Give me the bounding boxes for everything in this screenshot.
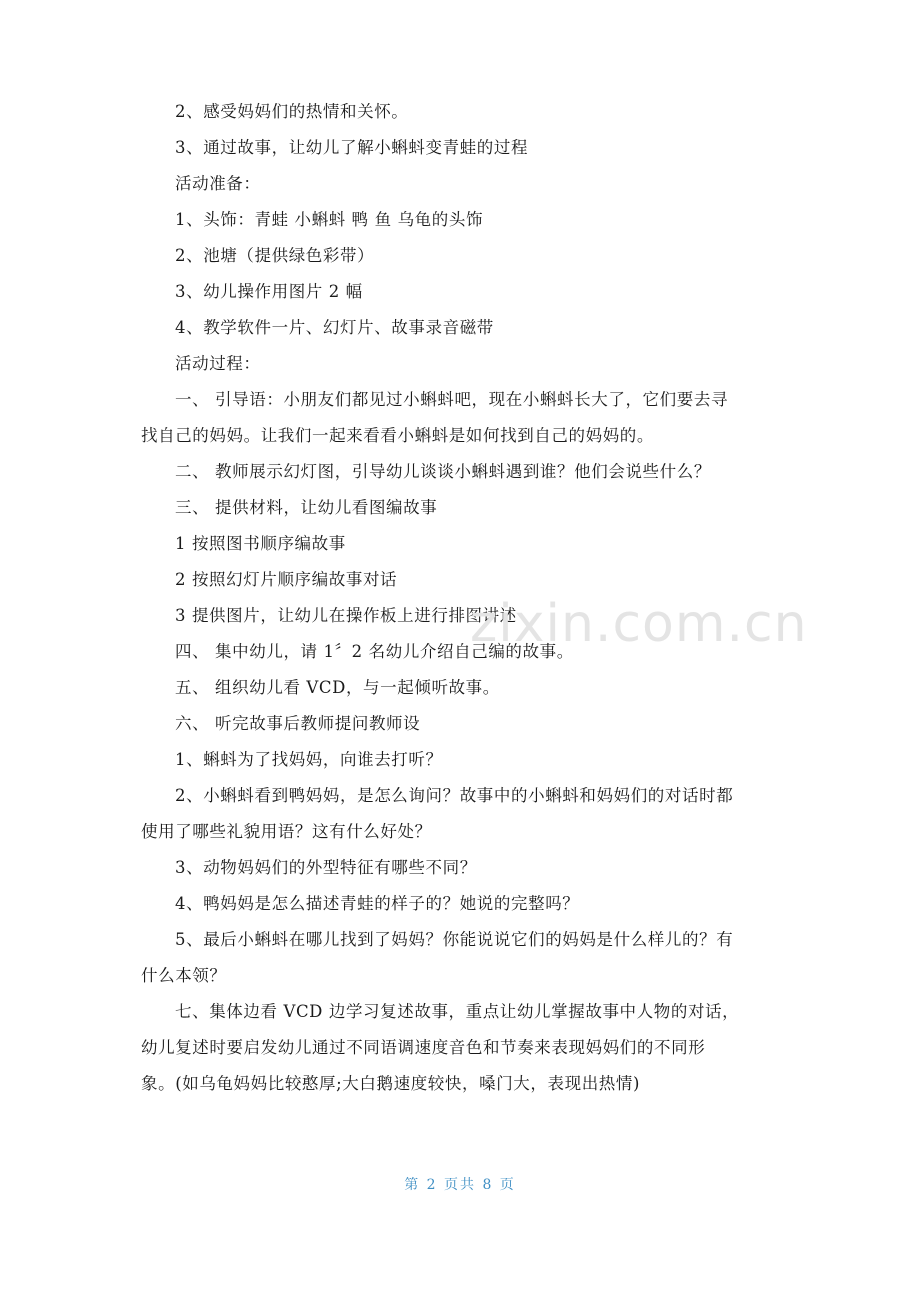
text-line: 4、鸭妈妈是怎么描述青蛙的样子的？她说的完整吗？ — [175, 894, 580, 913]
text-line: 2、小蝌蚪看到鸭妈妈，是怎么询问？故事中的小蝌蚪和妈妈们的对话时都 — [175, 786, 734, 805]
text-line: 使用了哪些礼貌用语？这有什么好处？ — [141, 822, 432, 841]
text-line: 2 按照幻灯片顺序编故事对话 — [175, 570, 398, 589]
text-line: 2、感受妈妈们的热情和关怀。 — [175, 102, 409, 121]
text-line: 3、幼儿操作用图片 2 幅 — [175, 282, 363, 301]
text-line: 一、 引导语：小朋友们都见过小蝌蚪吧，现在小蝌蚪长大了，它们要去寻 — [175, 390, 729, 409]
text-line: 二、 教师展示幻灯图，引导幼儿谈谈小蝌蚪遇到谁？他们会说些什么？ — [175, 462, 711, 481]
text-line: 四、 集中幼儿，请 1〞2 名幼儿介绍自己编的故事。 — [175, 642, 574, 661]
page-body — [141, 94, 781, 1102]
text-line: 五、 组织幼儿看 VCD，与一起倾听故事。 — [175, 678, 500, 697]
text-line: 六、 听完故事后教师提问教师设 — [175, 714, 421, 733]
text-line: 1、蝌蚪为了找妈妈，向谁去打听？ — [175, 750, 443, 769]
text-line: 三、 提供材料，让幼儿看图编故事 — [175, 498, 438, 517]
text-line: 什么本领？ — [141, 966, 227, 985]
text-line: 5、最后小蝌蚪在哪儿找到了妈妈？你能说说它们的妈妈是什么样儿的？有 — [175, 930, 734, 949]
text-line: 2、池塘（提供绿色彩带） — [175, 246, 375, 265]
text-line: 4、教学软件一片、幻灯片、故事录音磁带 — [175, 318, 494, 337]
text-line: 幼儿复述时要启发幼儿通过不同语调速度音色和节奏来表现妈妈们的不同形 — [141, 1038, 706, 1057]
text-line: 七、集体边看 VCD 边学习复述故事，重点让幼儿掌握故事中人物的对话， — [175, 1002, 740, 1021]
text-line: 1、头饰：青蛙 小蝌蚪 鸭 鱼 乌龟的头饰 — [175, 210, 484, 229]
text-line: 3、动物妈妈们的外型特征有哪些不同？ — [175, 858, 477, 877]
text-line: 象。(如乌龟妈妈比较憨厚;大白鹅速度较快，嗓门大，表现出热情) — [141, 1074, 641, 1093]
section-heading: 活动准备： — [175, 174, 261, 193]
section-heading: 活动过程： — [175, 354, 261, 373]
watermark: zixin.com.cn — [470, 594, 808, 654]
text-line: 3、通过故事，让幼儿了解小蝌蚪变青蛙的过程 — [175, 138, 529, 157]
text-line: 1 按照图书顺序编故事 — [175, 534, 346, 553]
text-line: 找自己的妈妈。让我们一起来看看小蝌蚪是如何找到自己的妈妈的。 — [141, 426, 654, 445]
text-line: 3 提供图片，让幼儿在操作板上进行排图讲述 — [175, 606, 517, 625]
page-number-footer: 第 2 页共 8 页 — [404, 1177, 516, 1193]
